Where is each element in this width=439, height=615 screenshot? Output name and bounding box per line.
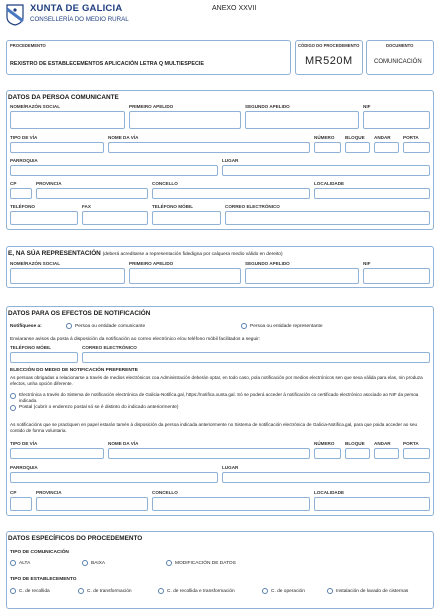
email-input[interactable] [225, 211, 430, 225]
label-notif-number: NÚMERO [314, 441, 335, 446]
label-email: CORREO ELECTRÓNICO [225, 204, 280, 209]
label-surname2: SEGUNDO APELIDO [245, 104, 290, 109]
postal-radio[interactable] [10, 405, 16, 411]
label-rep-surname2: SEGUNDO APELIDO [245, 261, 290, 266]
label-road-name: NOME DA VÍA [108, 135, 139, 140]
label-notif-door: PORTA [403, 441, 419, 446]
representative-title-text: E, NA SÚA REPRESENTACIÓN [8, 250, 101, 257]
notif-email-input[interactable] [82, 352, 430, 363]
nif-input[interactable] [363, 111, 430, 129]
notif-door-input[interactable] [403, 448, 430, 459]
notif-road-type-input[interactable] [10, 448, 104, 459]
procedure-title: REXISTRO DE ESTABLECEMENTOS APLICACIÓN LETRA Q MULTIESPECIE [10, 61, 204, 67]
label-locality: LOCALIDADE [314, 181, 345, 186]
document-label: DOCUMENTO [386, 43, 414, 48]
label-nif: NIF [363, 104, 371, 109]
annex-label: ANEXO XXVII [212, 5, 257, 12]
paper-text: As notificacións que se practiquen en papel estarán tamén á disposición da persoa indicada anteriormente no Sistema de notificación electrónica de Galicia-Notifica.gal, para que poida acceder ao seu contido de forma voluntaria. [10, 422, 418, 433]
label-surname1: PRIMEIRO APELIDO [129, 104, 174, 109]
notif-province-input[interactable] [36, 497, 148, 511]
procedure-label: PROCEDEMENTO [10, 43, 46, 48]
alerts-text: Enviaranse avisos da posta á disposición da notificación ao correo electrónico e/ou teléfono móbil facilitados a seguir: [10, 337, 261, 342]
rep-nif-input[interactable] [363, 268, 430, 284]
rep-name-input[interactable] [10, 268, 125, 284]
road-name-input[interactable] [108, 142, 310, 153]
notif-floor-input[interactable] [374, 448, 399, 459]
comm-type-label: TIPO DE COMUNICACIÓN [10, 550, 69, 555]
notify-applicant-radio[interactable] [66, 323, 72, 329]
estab-type-label: TIPO DE ESTABLECEMENTO [10, 577, 77, 582]
label-phone: TELÉFONO [10, 204, 36, 209]
transformacion-label: C. de transformación [87, 589, 132, 594]
rep-surname1-input[interactable] [129, 268, 241, 284]
label-rep-name: NOME/RAZÓN SOCIAL [10, 261, 61, 266]
label-notif-block: BLOQUE [345, 441, 365, 446]
parish-input[interactable] [10, 165, 218, 176]
floor-input[interactable] [374, 142, 399, 153]
postal-label: Postal (cubrir o enderezo postal só se é distinto do indicado anteriormente) [19, 405, 179, 410]
dept-name: CONSELLERÍA DO MEDIO RURAL [30, 16, 129, 23]
notif-block-input[interactable] [345, 448, 370, 459]
recollida-radio[interactable] [10, 588, 16, 594]
phone-input[interactable] [10, 211, 78, 225]
mobile-input[interactable] [152, 211, 221, 225]
procedure-box [6, 40, 291, 75]
zip-input[interactable] [10, 188, 32, 199]
rec-trans-label: C. de recollida e transformación [167, 589, 235, 594]
label-fax: FAX [82, 204, 91, 209]
notif-council-input[interactable] [152, 497, 310, 511]
baixa-label: BAIXA [91, 561, 106, 566]
xunta-logo-icon [6, 4, 24, 26]
modification-radio[interactable] [166, 560, 172, 566]
recollida-label: C. de recollida [19, 589, 50, 594]
label-notif-road-name: NOME DA VÍA [108, 441, 139, 446]
specific-section [6, 531, 434, 609]
org-name: XUNTA DE GALICIA [30, 3, 123, 14]
label-door: PORTA [403, 135, 419, 140]
label-notif-parish: PARROQUIA [10, 465, 38, 470]
specific-title: DATOS ESPECÍFICOS DO PROCEDEMENTO [8, 535, 143, 542]
label-name: NOME/RAZÓN SOCIAL [10, 104, 61, 109]
document-type: COMUNICACIÓN [374, 59, 422, 65]
locality-input[interactable] [314, 188, 430, 199]
notify-representative-radio[interactable] [241, 323, 247, 329]
surname2-input[interactable] [245, 111, 359, 129]
number-input[interactable] [314, 142, 341, 153]
label-place: LUGAR [222, 158, 239, 163]
label-mobile: TELÉFONO MÓBIL [152, 204, 194, 209]
choice-title: ELECCIÓN DO MEDIO DE NOTIFICACIÓN PREFERENTE [10, 368, 138, 373]
notif-zip-input[interactable] [10, 497, 32, 511]
representative-note: (deberá acreditarse a representación fidedigna por calquera medio válido en dereito) [102, 252, 283, 257]
label-notif-locality: LOCALIDADE [314, 490, 345, 495]
rec-trans-radio[interactable] [158, 588, 164, 594]
label-notif-mobile: TELÉFONO MÓBIL [10, 345, 52, 350]
notify-applicant-label: Persoa ou entidade comunicante [75, 324, 146, 329]
label-rep-surname1: PRIMEIRO APELIDO [129, 261, 174, 266]
label-block: BLOQUE [345, 135, 365, 140]
place-input[interactable] [222, 165, 430, 176]
alta-radio[interactable] [10, 560, 16, 566]
province-input[interactable] [36, 188, 148, 199]
label-zip: CP [10, 181, 17, 186]
modification-label: MODIFICACIÓN DE DATOS [175, 561, 236, 566]
label-number: NÚMERO [314, 135, 335, 140]
baixa-radio[interactable] [82, 560, 88, 566]
notif-place-input[interactable] [222, 472, 430, 483]
door-input[interactable] [403, 142, 430, 153]
notif-road-name-input[interactable] [108, 448, 310, 459]
procedure-code: MR520M [305, 55, 353, 67]
notify-label: Notifíquese a: [10, 324, 42, 329]
name-input[interactable] [10, 111, 125, 129]
label-notif-council: CONCELLO [152, 490, 178, 495]
label-notif-email: CORREO ELECTRÓNICO [82, 345, 137, 350]
label-rep-nif: NIF [363, 261, 371, 266]
label-province: PROVINCIA [36, 181, 62, 186]
label-notif-floor: ANDAR [374, 441, 391, 446]
transformacion-radio[interactable] [78, 588, 84, 594]
label-notif-place: LUGAR [222, 465, 239, 470]
operacion-radio[interactable] [262, 588, 268, 594]
rep-surname2-input[interactable] [245, 268, 359, 284]
lavado-label: Instalación de lavado de cisternas [336, 589, 409, 594]
procedure-code-label: CÓDIGO DO PROCEDEMENTO [298, 43, 360, 48]
notif-mobile-input[interactable] [10, 352, 78, 363]
label-council: CONCELLO [152, 181, 178, 186]
label-floor: ANDAR [374, 135, 391, 140]
notif-parish-input[interactable] [10, 472, 218, 483]
notif-number-input[interactable] [314, 448, 341, 459]
lavado-radio[interactable] [327, 588, 333, 594]
notify-representative-label: Persoa ou entidade representante [250, 324, 323, 329]
choice-text: As persoas obrigadas a relacionarse a través de medios electrónicos coa Administración deberán optar, en todo caso, pola notificación por medios electrónicos sen que sexa válida para elas, nin produza efectos, unha opción diferente. [10, 375, 423, 386]
representative-title [8, 250, 283, 257]
label-notif-road-type: TIPO DE VÍA [10, 441, 38, 446]
alta-label: ALTA [19, 561, 31, 566]
road-type-input[interactable] [10, 142, 104, 153]
operacion-label: C. de operación [271, 589, 305, 594]
notification-title: DATOS PARA OS EFECTOS DE NOTIFICACIÓN [8, 310, 151, 317]
label-parish: PARROQUIA [10, 158, 38, 163]
label-notif-zip: CP [10, 490, 17, 495]
surname1-input[interactable] [129, 111, 241, 129]
electronic-label: Electrónica a través do Sistema de notificación electrónica de Galicia-Notifica.gal, https://notifica.xunta.gal. Só se poderá acceder á notificación co certificado electrónico asociado ao NIF da persoa indicada. [19, 392, 419, 403]
block-input[interactable] [345, 142, 370, 153]
council-input[interactable] [152, 188, 310, 199]
fax-input[interactable] [82, 211, 148, 225]
electronic-radio[interactable] [10, 393, 16, 399]
notif-locality-input[interactable] [314, 497, 430, 511]
label-notif-province: PROVINCIA [36, 490, 62, 495]
label-road-type: TIPO DE VÍA [10, 135, 38, 140]
applicant-title: DATOS DA PERSOA COMUNICANTE [8, 94, 119, 101]
